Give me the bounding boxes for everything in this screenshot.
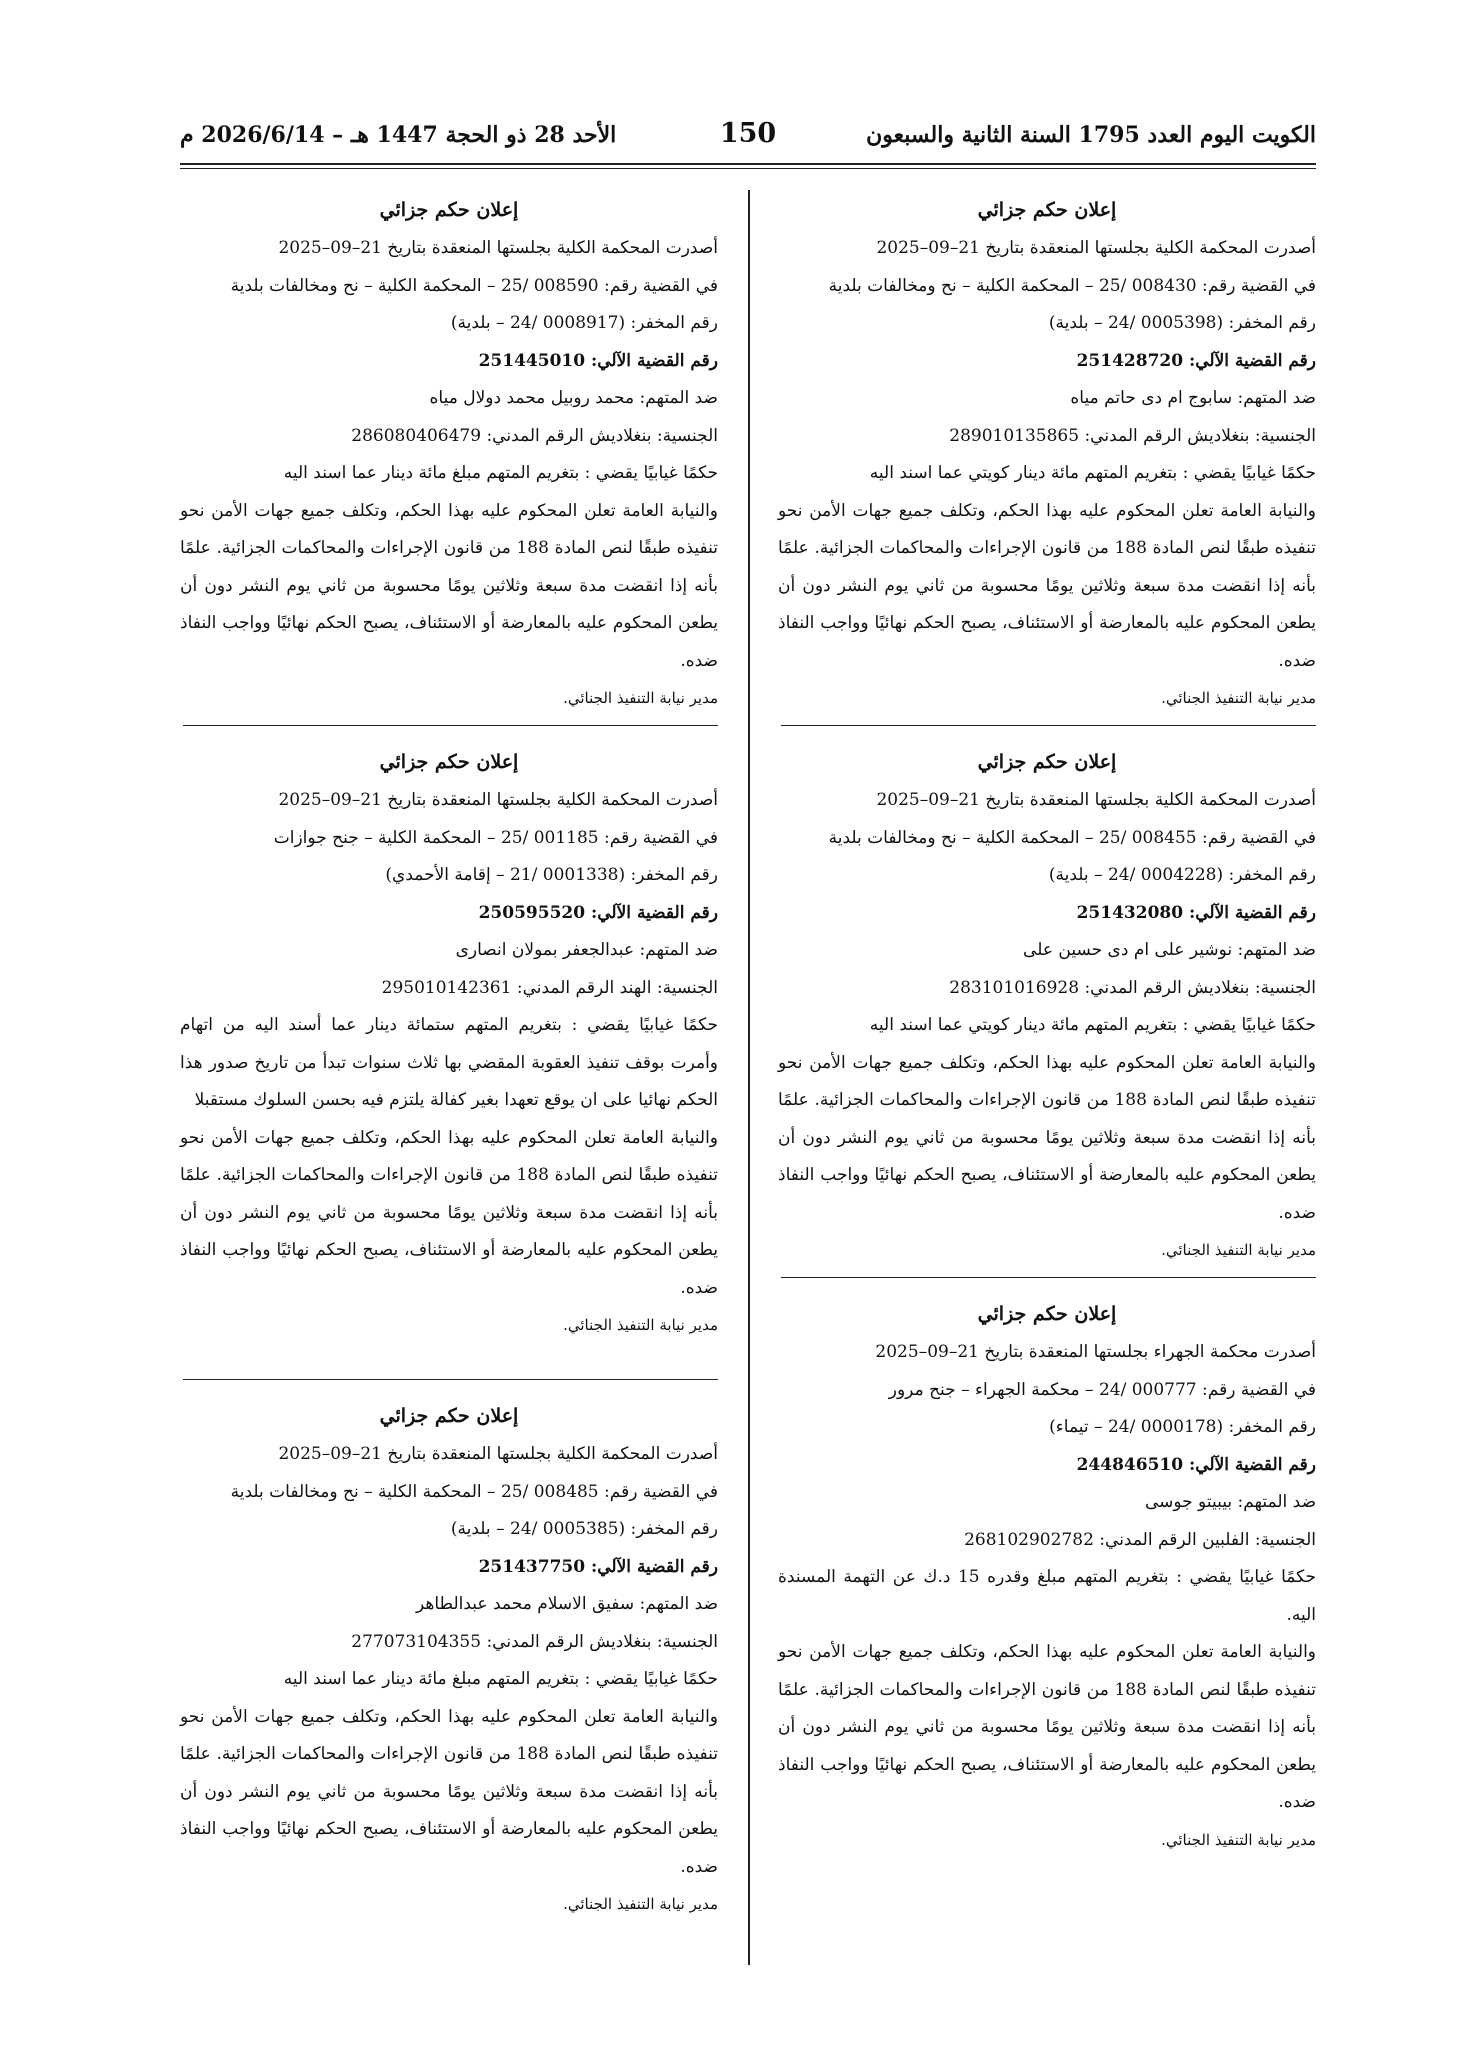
nationality-line: الجنسية: بنغلاديش الرقم المدني: 283101016928 — [949, 977, 1316, 998]
notice-body: والنيابة العامة تعلن المحكوم عليه بهذا الحكم، وتكلف جميع جهات الأمن نحو تنفيذه طبقًا لنص المادة 188 من قانون الإجراءات والمحاكمات الجزائية. علمًا بأنه إذا انقضت مدة سبعة وثلاثين يومًا محسوبة من ثاني يوم النشر دون أن يطعن المحكوم عليه بالمعارضة أو الاستئناف، يصبح الحكم نهائيًا وواجب النفاذ ضده. — [180, 1127, 718, 1298]
court-line: أصدرت المحكمة الكلية بجلستها المنعقدة بتاريخ 21–09–2025 — [876, 238, 1316, 258]
notice-body: والنيابة العامة تعلن المحكوم عليه بهذا الحكم، وتكلف جميع جهات الأمن نحو تنفيذه طبقًا لنص المادة 188 من قانون الإجراءات والمحاكمات الجزائية. علمًا بأنه إذا انقضت مدة سبعة وثلاثين يومًا محسوبة من ثاني يوم النشر دون أن يطعن المحكوم عليه بالمعارضة أو الاستئناف، يصبح الحكم نهائيًا وواجب النفاذ ضده. — [778, 1052, 1316, 1223]
nationality-line: الجنسية: الفلبين الرقم المدني: 268102902782 — [964, 1529, 1316, 1550]
accused-line: ضد المتهم: محمد روبيل محمد دولال مياه — [429, 388, 718, 408]
notice-title: إعلان حكم جزائي — [379, 751, 519, 773]
signature: مدير نيابة التنفيذ الجنائي. — [563, 689, 718, 707]
station-line: رقم المخفر: (0004228 /24 – بلدية) — [1048, 865, 1316, 885]
signature: مدير نيابة التنفيذ الجنائي. — [563, 1316, 718, 1334]
gazette-issue: الكويت اليوم العدد 1795 السنة الثانية والسبعون — [866, 122, 1316, 148]
accused-line: ضد المتهم: سابوج ام دى حاتم مياه — [1070, 388, 1316, 408]
station-line: رقم المخفر: (0000178 /24 – تيماء) — [1049, 1417, 1316, 1437]
nationality-line: الجنسية: بنغلاديش الرقم المدني: 286080406479 — [351, 425, 718, 446]
auto-case-line: رقم القضية الآلي: 251432080 — [1076, 902, 1316, 923]
notice-separator — [781, 1277, 1316, 1278]
notice-body: والنيابة العامة تعلن المحكوم عليه بهذا الحكم، وتكلف جميع جهات الأمن نحو تنفيذه طبقًا لنص المادة 188 من قانون الإجراءات والمحاكمات الجزائية. علمًا بأنه إذا انقضت مدة سبعة وثلاثين يومًا محسوبة من ثاني يوم النشر دون أن يطعن المحكوم عليه بالمعارضة أو الاستئناف، يصبح الحكم نهائيًا وواجب النفاذ ضده. — [180, 1706, 718, 1877]
station-line: رقم المخفر: (0005398 /24 – بلدية) — [1048, 313, 1316, 333]
notice — [180, 1396, 718, 1916]
verdict-line: حكمًا غيابيًا يقضي : بتغريم المتهم مبلغ وقدره 15 د.ك عن التهمة المسندة اليه. — [778, 1567, 1316, 1625]
header-rule-thin — [180, 168, 1316, 169]
nationality-line: الجنسية: بنغلاديش الرقم المدني: 289010135865 — [949, 425, 1316, 446]
accused-line: ضد المتهم: سفيق الاسلام محمد عبدالطاهر — [416, 1594, 718, 1614]
notice-title: إعلان حكم جزائي — [977, 1303, 1117, 1325]
notice-title: إعلان حكم جزائي — [379, 199, 519, 221]
issue-date: الأحد 28 ذو الحجة 1447 هـ – 2026/6/14 م — [180, 122, 617, 148]
notice — [778, 742, 1316, 1257]
notice-title: إعلان حكم جزائي — [977, 751, 1117, 773]
case-line: في القضية رقم: 000777 /24 – محكمة الجهراء – جنح مرور — [888, 1379, 1316, 1400]
case-line: في القضية رقم: 008430 /25 – المحكمة الكلية – نح ومخالفات بلدية — [828, 275, 1316, 296]
notice-title: إعلان حكم جزائي — [977, 199, 1117, 221]
header-rule — [180, 163, 1316, 165]
page-header — [180, 118, 1316, 162]
column-divider — [748, 190, 750, 1965]
court-line: أصدرت المحكمة الكلية بجلستها المنعقدة بتاريخ 21–09–2025 — [278, 1444, 718, 1464]
nationality-line: الجنسية: بنغلاديش الرقم المدني: 277073104355 — [351, 1631, 718, 1652]
case-line: في القضية رقم: 008590 /25 – المحكمة الكلية – نح ومخالفات بلدية — [230, 275, 718, 296]
verdict-line: حكمًا غيابيًا يقضي : بتغريم المتهم مائة دينار كويتي عما اسند اليه — [869, 463, 1316, 483]
right-column — [778, 190, 1316, 1849]
notice-body: والنيابة العامة تعلن المحكوم عليه بهذا الحكم، وتكلف جميع جهات الأمن نحو تنفيذه طبقًا لنص المادة 188 من قانون الإجراءات والمحاكمات الجزائية. علمًا بأنه إذا انقضت مدة سبعة وثلاثين يومًا محسوبة من ثاني يوم النشر دون أن يطعن المحكوم عليه بالمعارضة أو الاستئناف، يصبح الحكم نهائيًا وواجب النفاذ ضده. — [778, 500, 1316, 671]
left-column — [180, 190, 718, 1916]
notice-body: والنيابة العامة تعلن المحكوم عليه بهذا الحكم، وتكلف جميع جهات الأمن نحو تنفيذه طبقًا لنص المادة 188 من قانون الإجراءات والمحاكمات الجزائية. علمًا بأنه إذا انقضت مدة سبعة وثلاثين يومًا محسوبة من ثاني يوم النشر دون أن يطعن المحكوم عليه بالمعارضة أو الاستئناف، يصبح الحكم نهائيًا وواجب النفاذ ضده. — [778, 1642, 1316, 1812]
auto-case-line: رقم القضية الآلي: 251445010 — [478, 350, 718, 371]
court-line: أصدرت المحكمة الكلية بجلستها المنعقدة بتاريخ 21–09–2025 — [278, 790, 718, 810]
auto-case-line: رقم القضية الآلي: 251428720 — [1076, 350, 1316, 371]
court-line: أصدرت محكمة الجهراء بجلستها المنعقدة بتاريخ 21–09–2025 — [875, 1342, 1316, 1362]
case-line: في القضية رقم: 008485 /25 – المحكمة الكلية – نح ومخالفات بلدية — [230, 1481, 718, 1502]
verdict-line: حكمًا غيابيًا يقضي : بتغريم المتهم ستمائة دينار عما أسند اليه من اتهام وأمرت بوقف تنفيذ العقوبة المقضي بها ثلاث سنوات تبدأ من تاريخ صدور هذا الحكم نهائيا على ان يوقع تعهدا بغير كفالة يلتزم فيه بحسن السلوك مستقبلا — [180, 1015, 718, 1110]
accused-line: ضد المتهم: بيبيتو جوسى — [1144, 1492, 1316, 1512]
notice — [180, 742, 718, 1359]
accused-line: ضد المتهم: نوشير على ام دى حسين على — [1023, 940, 1316, 960]
notice-body: والنيابة العامة تعلن المحكوم عليه بهذا الحكم، وتكلف جميع جهات الأمن نحو تنفيذه طبقًا لنص المادة 188 من قانون الإجراءات والمحاكمات الجزائية. علمًا بأنه إذا انقضت مدة سبعة وثلاثين يومًا محسوبة من ثاني يوم النشر دون أن يطعن المحكوم عليه بالمعارضة أو الاستئناف، يصبح الحكم نهائيًا وواجب النفاذ ضده. — [180, 500, 718, 671]
nationality-line: الجنسية: الهند الرقم المدني: 295010142361 — [381, 977, 718, 998]
auto-case-line: رقم القضية الآلي: 250595520 — [478, 902, 718, 923]
notice-separator — [183, 725, 718, 726]
page-number: 150 — [719, 118, 777, 149]
signature: مدير نيابة التنفيذ الجنائي. — [1161, 1830, 1316, 1849]
station-line: رقم المخفر: (0005385 /24 – بلدية) — [450, 1519, 718, 1539]
court-line: أصدرت المحكمة الكلية بجلستها المنعقدة بتاريخ 21–09–2025 — [278, 238, 718, 258]
case-line: في القضية رقم: 008455 /25 – المحكمة الكلية – نح ومخالفات بلدية — [828, 827, 1316, 848]
verdict-line: حكمًا غيابيًا يقضي : بتغريم المتهم مبلغ مائة دينار عما اسند اليه — [283, 463, 718, 483]
notice-separator — [183, 1379, 718, 1380]
auto-case-line: رقم القضية الآلي: 251437750 — [478, 1556, 718, 1577]
notice — [180, 190, 718, 705]
verdict-line: حكمًا غيابيًا يقضي : بتغريم المتهم مبلغ مائة دينار عما اسند اليه — [283, 1669, 718, 1689]
verdict-line: حكمًا غيابيًا يقضي : بتغريم المتهم مائة دينار كويتي عما اسند اليه — [869, 1015, 1316, 1035]
signature: مدير نيابة التنفيذ الجنائي. — [1161, 689, 1316, 707]
notice — [778, 1294, 1316, 1849]
notice-separator — [781, 725, 1316, 726]
signature: مدير نيابة التنفيذ الجنائي. — [563, 1895, 718, 1913]
station-line: رقم المخفر: (0001338 /21 – إقامة الأحمدي) — [385, 865, 718, 885]
notice-title: إعلان حكم جزائي — [379, 1405, 519, 1427]
signature: مدير نيابة التنفيذ الجنائي. — [1161, 1241, 1316, 1259]
accused-line: ضد المتهم: عبدالجعفر بمولان انصارى — [455, 940, 718, 960]
auto-case-line: رقم القضية الآلي: 244846510 — [1076, 1454, 1316, 1475]
notice — [778, 190, 1316, 705]
court-line: أصدرت المحكمة الكلية بجلستها المنعقدة بتاريخ 21–09–2025 — [876, 790, 1316, 810]
station-line: رقم المخفر: (0008917 /24 – بلدية) — [450, 313, 718, 333]
case-line: في القضية رقم: 001185 /25 – المحكمة الكلية – جنح جوازات — [273, 827, 718, 848]
